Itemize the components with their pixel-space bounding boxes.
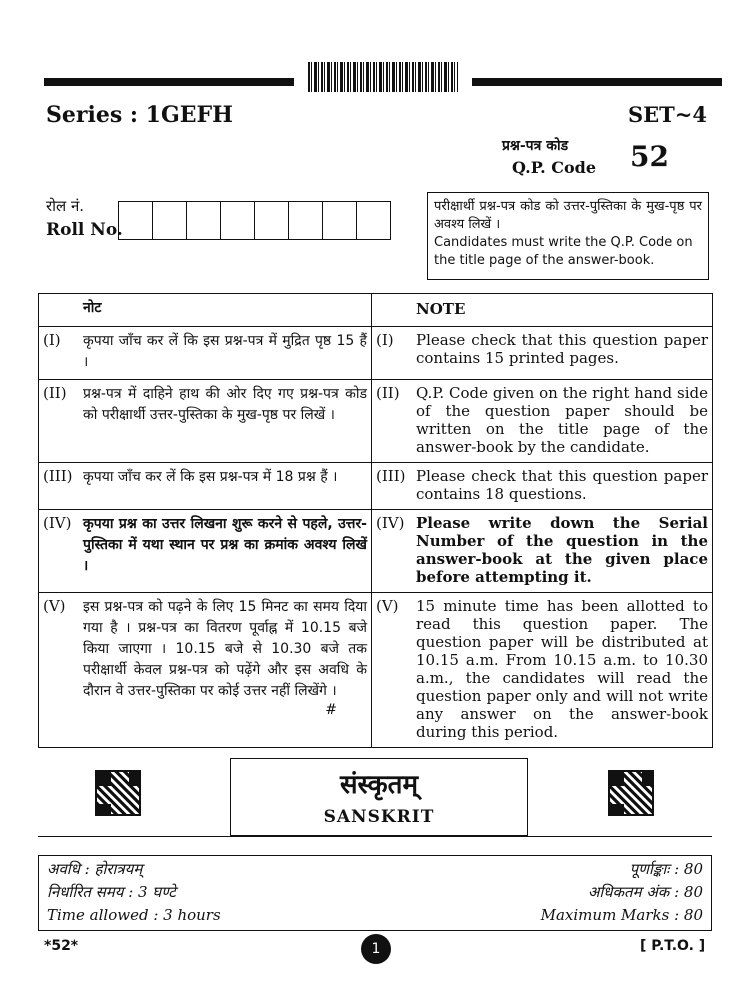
subject-box	[230, 758, 528, 836]
note-hindi: प्रश्न-पत्र में दाहिने हाथ की ओर दिए गए प्रश्न-पत्र कोड को परीक्षार्थी उत्तर-पुस्तिका के मुख-पृष्ठ पर लिखें ।	[83, 386, 367, 423]
marks-hindi: अधिकतम अंक : 80	[587, 883, 703, 901]
barcode	[308, 62, 458, 92]
time-english: Time allowed : 3 hours	[47, 906, 221, 924]
note-number: (II)	[43, 384, 67, 402]
note-number: (II)	[376, 384, 400, 402]
notes-header-row	[39, 294, 713, 327]
notes-table	[38, 293, 713, 748]
time-marks-box	[38, 855, 712, 931]
series-label: Series : 1GEFH	[46, 102, 233, 128]
top-rule-right	[472, 78, 722, 86]
qr-code-left	[95, 770, 141, 816]
note-number: (IV)	[43, 514, 72, 532]
note-number: (III)	[376, 467, 406, 485]
roll-box[interactable]	[119, 202, 153, 239]
roll-box[interactable]	[221, 202, 255, 239]
note-number: (I)	[43, 331, 61, 349]
instruction-hindi: परीक्षार्थी प्रश्न-पत्र कोड को उत्तर-पुस्तिका के मुख-पृष्ठ पर अवश्य लिखें ।	[434, 199, 702, 232]
note-row	[39, 463, 713, 510]
roll-number-boxes	[118, 201, 391, 240]
roll-label-english: Roll No.	[46, 220, 123, 240]
note-number: (III)	[43, 467, 73, 485]
note-number: (V)	[43, 597, 66, 615]
subject-hindi: संस्कृतम्	[339, 770, 419, 800]
note-row	[39, 327, 713, 380]
note-hindi: कृपया जाँच कर लें कि इस प्रश्न-पत्र में मुद्रित पृष्ठ 15 हैं ।	[83, 333, 367, 370]
qp-code-instruction-box	[427, 192, 709, 280]
qp-code-label: Q.P. Code	[512, 158, 597, 177]
note-english: 15 minute time has been allotted to read this question paper. The question paper will be distributed at 10.15 a.m. From 10.15 a.m. to 10.30 a.m., the candidates will read the question paper only and will not write any answer on the answer-book during this period.	[416, 597, 708, 741]
subject-english: SANSKRIT	[323, 807, 435, 827]
note-english: Please check that this question paper contains 18 questions.	[416, 467, 708, 503]
instruction-english: Candidates must write the Q.P. Code on the title page of the answer-book.	[434, 235, 693, 268]
note-hindi: कृपया जाँच कर लें कि इस प्रश्न-पत्र में 18 प्रश्न हैं ।	[83, 469, 338, 485]
note-number: (V)	[376, 597, 399, 615]
qr-code-right	[608, 770, 654, 816]
note-heading-hindi: नोट	[39, 294, 372, 327]
note-hindi: कृपया प्रश्न का उत्तर लिखना शुरू करने से पहले, उत्तर-पुस्तिका में यथा स्थान पर प्रश्न का क्रमांक अवश्य लिखें ।	[83, 516, 367, 574]
set-label: SET~4	[628, 102, 708, 127]
divider	[38, 836, 712, 837]
roll-box[interactable]	[357, 202, 390, 239]
marks-sanskrit: पूर्णाङ्काः : 80	[629, 860, 703, 878]
note-row	[39, 593, 713, 748]
note-row	[39, 510, 713, 593]
note-row	[39, 380, 713, 463]
roll-box[interactable]	[187, 202, 221, 239]
hash-mark: #	[325, 702, 337, 718]
roll-label-hindi: रोल नं.	[46, 197, 85, 215]
note-english: Please write down the Serial Number of the question in the answer-book at the given place before attempting it.	[416, 514, 708, 586]
qp-code-hindi: प्रश्न-पत्र कोड	[502, 138, 569, 154]
note-english: Please check that this question paper contains 15 printed pages.	[416, 331, 708, 367]
time-column	[47, 858, 221, 927]
roll-box[interactable]	[323, 202, 357, 239]
time-hindi-1: अवधि : होरात्रयम्	[47, 860, 143, 878]
qp-code-number: 52	[630, 140, 669, 173]
note-hindi: इस प्रश्न-पत्र को पढ़ने के लिए 15 मिनट का समय दिया गया है । प्रश्न-पत्र का वितरण पूर्वाह्न में 10.15 बजे किया जाएगा । 10.15 बजे से 10.30 बजे तक परीक्षार्थी केवल प्रश्न-पत्र को पढ़ेंगे और इस अवधि के दौरान वे उत्तर-पुस्तिका पर कोई उत्तर नहीं लिखेंगे ।	[83, 599, 367, 699]
marks-english: Maximum Marks : 80	[540, 906, 703, 924]
note-number: (I)	[376, 331, 394, 349]
note-number: (IV)	[376, 514, 405, 532]
time-hindi-2: निर्धारित समय : 3 घण्टे	[47, 883, 176, 901]
page-number: 1	[361, 934, 391, 964]
marks-column	[541, 858, 703, 927]
top-rule-left	[44, 78, 294, 86]
pto-label: [ P.T.O. ]	[640, 938, 706, 954]
roll-box[interactable]	[289, 202, 323, 239]
roll-box[interactable]	[255, 202, 289, 239]
roll-box[interactable]	[153, 202, 187, 239]
note-heading-english: NOTE	[372, 294, 713, 327]
footer-code: *52*	[44, 938, 79, 954]
note-english: Q.P. Code given on the right hand side of the question paper should be written on the title page of the answer-book by the candidate.	[416, 384, 708, 456]
